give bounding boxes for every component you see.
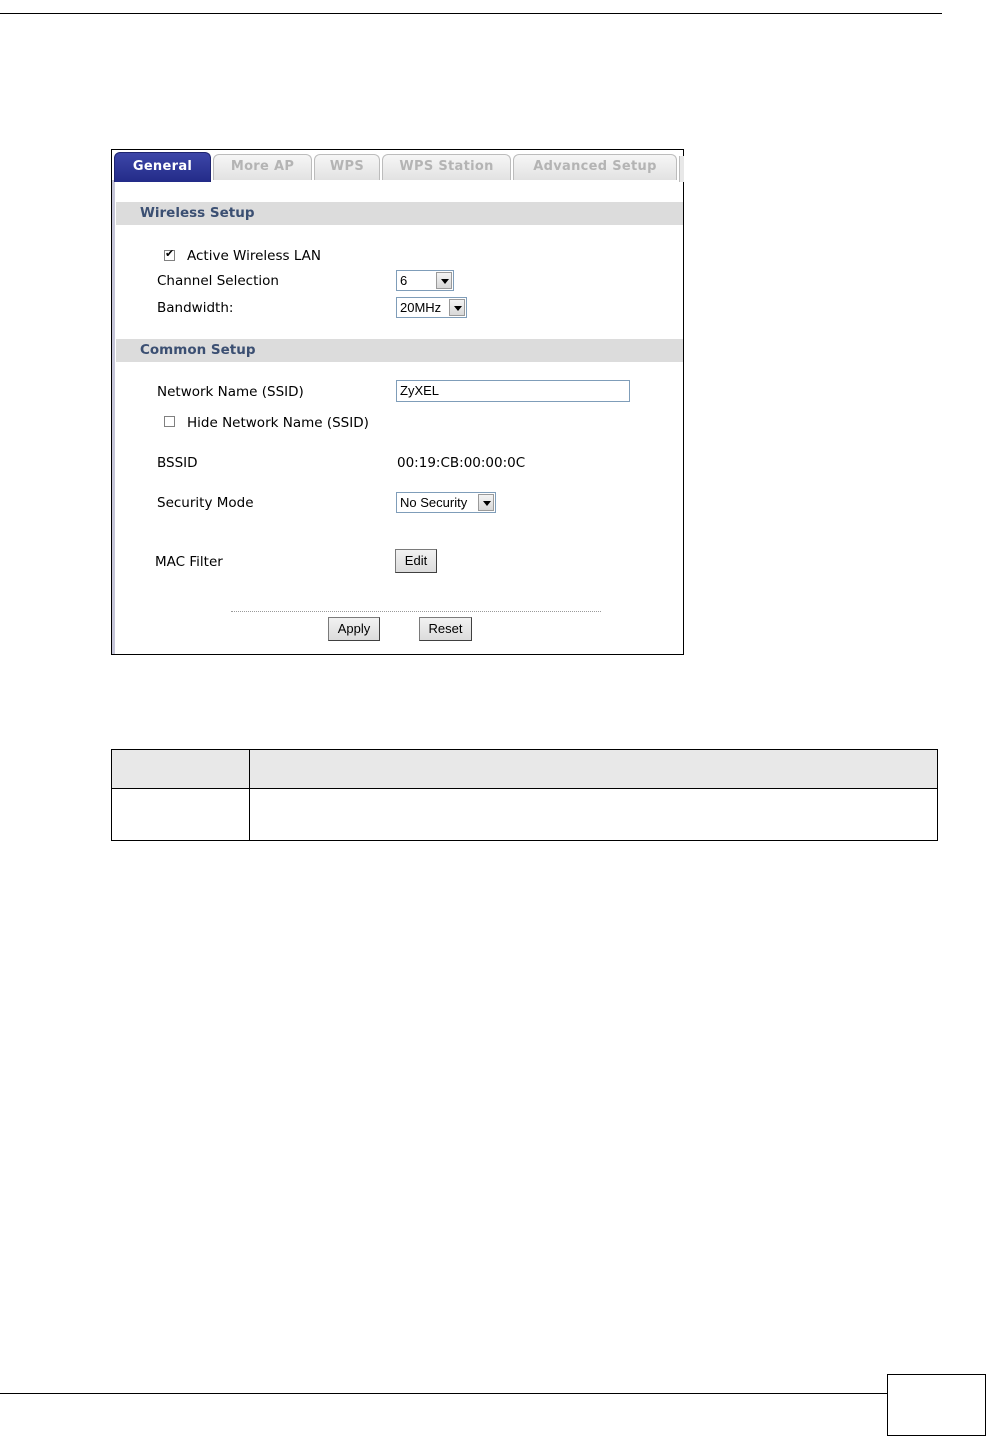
bssid-value: 00:19:CB:00:00:0C <box>397 455 526 471</box>
bandwidth-select-value: 20MHz <box>400 300 442 315</box>
ssid-input[interactable]: ZyXEL <box>396 380 630 402</box>
table-row <box>112 789 938 841</box>
security-mode-select[interactable] <box>396 492 496 513</box>
tab-bar-end <box>679 156 684 182</box>
ssid-label: Network Name (SSID) <box>157 384 304 400</box>
edit-button[interactable]: Edit <box>395 549 437 573</box>
frame-left-edge <box>112 180 115 654</box>
reset-button[interactable]: Reset <box>419 617 472 641</box>
bssid-label: BSSID <box>157 455 198 471</box>
wireless-general-screen <box>111 149 684 655</box>
channel-select[interactable] <box>396 270 454 291</box>
description-table <box>111 749 938 841</box>
table-header-row <box>112 750 938 789</box>
hide-ssid-checkbox[interactable] <box>164 416 175 427</box>
active-wlan-checkbox[interactable] <box>164 250 175 261</box>
security-mode-value: No Security <box>400 495 468 510</box>
bandwidth-select[interactable] <box>396 297 467 318</box>
bandwidth-label: Bandwidth: <box>157 300 234 316</box>
tab-wps[interactable]: WPS <box>314 154 380 180</box>
section-wireless-setup: Wireless Setup <box>116 202 683 225</box>
tab-advanced-setup[interactable]: Advanced Setup <box>513 154 677 180</box>
table-cell <box>112 789 250 841</box>
tab-bar <box>114 152 681 180</box>
tab-general[interactable]: General <box>114 152 211 182</box>
table-header-cell <box>112 750 250 789</box>
active-wlan-label: Active Wireless LAN <box>187 248 321 264</box>
apply-button[interactable]: Apply <box>328 617 380 641</box>
section-common-setup: Common Setup <box>116 339 683 362</box>
channel-select-value: 6 <box>400 273 408 288</box>
tab-more-ap[interactable]: More AP <box>213 154 312 180</box>
page-number-box <box>887 1374 986 1436</box>
channel-selection-label: Channel Selection <box>157 273 279 289</box>
mac-filter-label: MAC Filter <box>155 554 223 570</box>
divider <box>231 611 601 612</box>
chevron-down-icon[interactable] <box>478 494 494 511</box>
chevron-down-icon[interactable] <box>449 299 465 316</box>
chevron-down-icon[interactable] <box>436 272 452 289</box>
security-mode-label: Security Mode <box>157 495 254 511</box>
header-rule <box>0 13 942 14</box>
tab-wps-station[interactable]: WPS Station <box>382 154 511 180</box>
table-header-cell <box>250 750 938 789</box>
hide-ssid-label: Hide Network Name (SSID) <box>187 415 369 431</box>
footer-rule <box>0 1393 888 1394</box>
table-cell <box>250 789 938 841</box>
